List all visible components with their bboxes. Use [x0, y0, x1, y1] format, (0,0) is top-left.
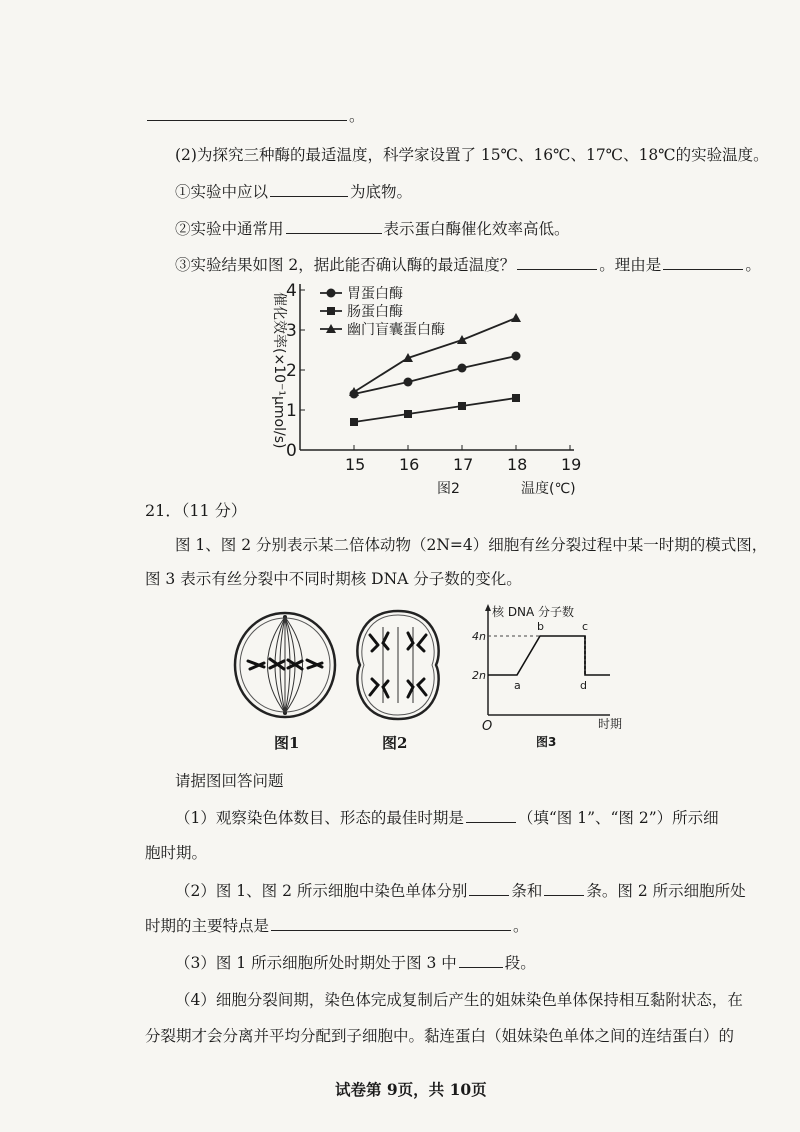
fig3-tick-2n: 2n [472, 669, 486, 682]
figure-1-label: 图1 [274, 734, 300, 752]
data-point-0 [404, 378, 413, 387]
data-point-0 [512, 352, 521, 361]
fill-blank[interactable] [469, 894, 509, 896]
data-point-1 [404, 410, 412, 418]
figure-2-anaphase-cell [348, 605, 448, 725]
series-line-1 [354, 398, 516, 422]
data-point-0 [458, 364, 467, 373]
q21-part2-line2: 时期的主要特点是 。 [145, 917, 529, 935]
y-tick-label: 4 [286, 281, 297, 301]
y-tick-label: 1 [286, 401, 297, 421]
figure-2-label: 图2 [382, 734, 408, 752]
q21-part4-line2: 分裂期才会分离并平均分配到子细胞中。黏连蛋白（姐妹染色单体之间的连结蛋白）的 [145, 1027, 735, 1045]
fill-blank[interactable] [544, 894, 584, 896]
fig3-point-d: d [580, 679, 587, 692]
q21-part3: （3）图 1 所示细胞所处时期处于图 3 中 段。 [175, 954, 536, 972]
q20-sub1: ①实验中应以 为底物。 [175, 183, 413, 201]
figure-1-metaphase-cell [230, 605, 340, 725]
data-point-1 [512, 394, 520, 402]
x-tick-label: 17 [453, 455, 474, 474]
y-tick-label: 2 [286, 361, 297, 381]
fig3-xlabel: 时期 [598, 717, 623, 731]
x-tick-label: 16 [399, 455, 420, 474]
figure-3-dna-graph [470, 600, 640, 750]
fig3-point-c: c [582, 620, 589, 633]
q21-part4-line1: （4）细胞分裂间期，染色体完成复制后产生的姐妹染色单体保持相互黏附状态，在 [175, 991, 743, 1009]
legend-label-1: 肠蛋白酶 [347, 304, 403, 320]
y-tick-label: 3 [286, 321, 297, 341]
data-point-2 [511, 313, 521, 322]
y-tick-label: 0 [286, 441, 297, 461]
q20-sub2: ②实验中通常用 表示蛋白酶催化效率高低。 [175, 220, 570, 238]
data-point-1 [458, 402, 466, 410]
x-tick-label: 18 [507, 455, 528, 474]
x-axis-label: 温度(℃) [521, 481, 576, 495]
fill-blank[interactable] [271, 929, 511, 931]
answer-line-top: 。 [145, 104, 365, 126]
q21-part1-line1: （1）观察染色体数目、形态的最佳时期是 （填“图 1”、“图 2”）所示细 [175, 809, 719, 827]
q20-sub3: ③实验结果如图 2，据此能否确认酶的最适温度？ 。理由是 。 [175, 256, 761, 274]
fig3-origin: O [482, 719, 493, 734]
fill-blank[interactable] [517, 268, 597, 270]
chart-title: 图2 [437, 481, 460, 495]
fill-blank[interactable] [663, 268, 743, 270]
fig3-point-b: b [537, 620, 544, 633]
legend-label-0: 胃蛋白酶 [347, 286, 403, 302]
fig3-point-a: a [514, 679, 521, 692]
fill-blank[interactable] [466, 821, 516, 823]
enzyme-efficiency-chart [255, 280, 615, 495]
fig3-tick-4n: 4n [472, 630, 486, 643]
legend-marker-1 [327, 307, 335, 315]
series-line-0 [354, 356, 516, 394]
legend-marker-0 [327, 289, 336, 298]
fig3-ylabel: 核 DNA 分子数 [492, 605, 575, 619]
q20-part2-intro: (2)为探究三种酶的最适温度，科学家设置了 15℃、16℃、17℃、18℃的实验温度。 [175, 146, 769, 164]
fill-blank[interactable] [270, 195, 348, 197]
fill-blank[interactable] [459, 966, 503, 968]
q21-header: 21．（11 分） [145, 501, 247, 520]
x-tick-label: 15 [345, 455, 366, 474]
fill-blank[interactable] [286, 232, 382, 234]
data-point-1 [350, 418, 358, 426]
page-footer: 试卷第 9页，共 10页 [335, 1080, 487, 1099]
q21-prompt: 请据图回答问题 [175, 772, 284, 790]
q21-part1-line2: 胞时期。 [145, 844, 208, 862]
fig3-caption: 图3 [536, 735, 557, 749]
q21-part2-line1: （2）图 1、图 2 所示细胞中染色单体分别 条和 条。图 2 所示细胞所处 [175, 882, 746, 900]
y-axis-label: 催化效率(×10⁻¹μmol/s) [271, 292, 287, 449]
q21-intro-1: 图 1、图 2 分别表示某二倍体动物（2N=4）细胞有丝分裂过程中某一时期的模式图， [175, 536, 768, 554]
q21-intro-2: 图 3 表示有丝分裂中不同时期核 DNA 分子数的变化。 [145, 570, 522, 588]
x-tick-label: 19 [561, 455, 582, 474]
legend-label-2: 幽门盲囊蛋白酶 [347, 322, 445, 338]
